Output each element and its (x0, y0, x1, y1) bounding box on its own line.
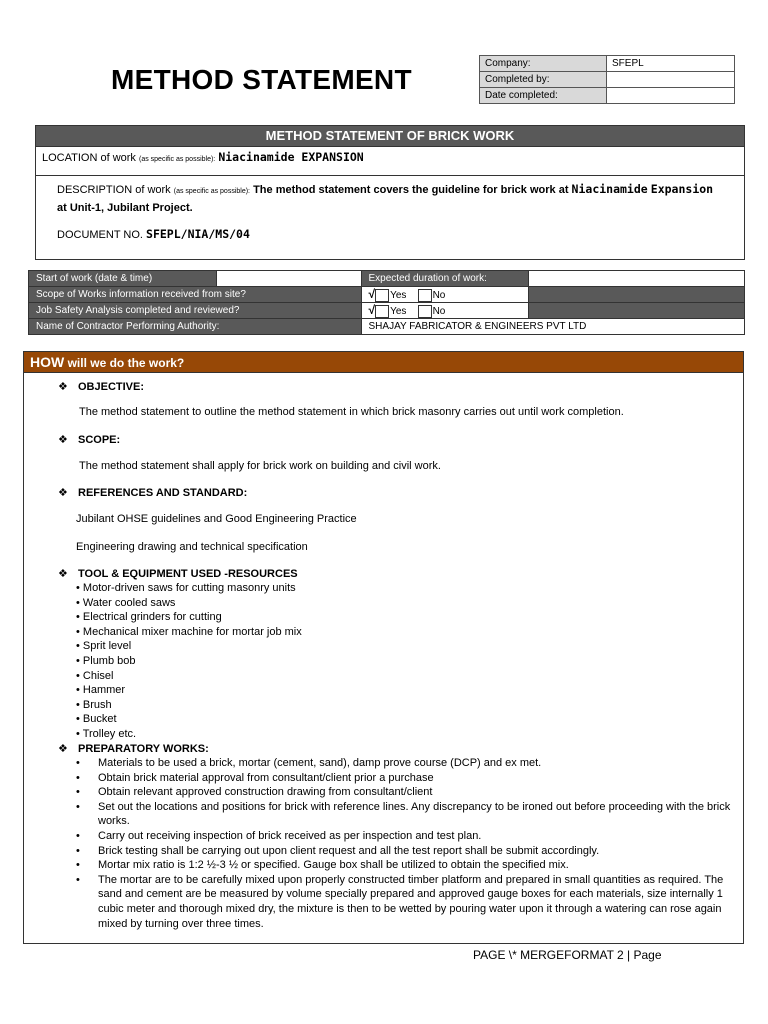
contractor-label: Name of Contractor Performing Authority: (29, 319, 362, 335)
list-item: • Chisel (76, 669, 114, 682)
description-label: DESCRIPTION of work (57, 184, 171, 196)
objective-heading (58, 380, 144, 393)
reference-item: Engineering drawing and technical specification (76, 541, 308, 553)
list-item: • Obtain brick material approval from consultant/client prior a purchase (76, 771, 736, 786)
description-project: Niacinamide (571, 182, 648, 196)
jsa-blank (529, 303, 745, 319)
location-value: Niacinamide EXPANSION (218, 150, 364, 164)
table-row (29, 319, 745, 335)
company-value: SFEPL (607, 56, 735, 72)
jsa-options (361, 303, 529, 319)
list-item: • Hammer (76, 684, 126, 697)
start-of-work-value[interactable] (216, 271, 361, 287)
jsa-label: Job Safety Analysis completed and reviewed? (29, 303, 362, 319)
list-item: • Bucket (76, 713, 117, 726)
list-item: • Water cooled saws (76, 596, 176, 609)
preparatory-heading (58, 742, 209, 755)
table-row (480, 56, 735, 72)
tools-list (76, 581, 302, 742)
page-footer: PAGE \* MERGEFORMAT 2 | Page (473, 948, 662, 962)
preparatory-list (76, 756, 736, 931)
diamond-bullet-icon: ❖ (58, 743, 68, 755)
list-item: • Plumb bob (76, 654, 136, 667)
yes-checkbox[interactable] (375, 305, 389, 318)
references-title: REFERENCES AND STANDARD: (78, 487, 248, 499)
completed-by-value (607, 72, 735, 88)
date-completed-label: Date completed: (480, 88, 607, 104)
table-row (480, 88, 735, 104)
start-of-work-label: Start of work (date & time) (29, 271, 217, 287)
list-item: • Brush (76, 698, 112, 711)
list-item: • Brick testing shall be carrying out upon client request and all the test report shall be submit accordingly. (76, 844, 736, 859)
company-info-table (479, 55, 735, 104)
diamond-bullet-icon: ❖ (58, 434, 68, 446)
no-checkbox[interactable] (418, 305, 432, 318)
work-info-table (28, 270, 745, 335)
scope-heading (58, 433, 120, 446)
reference-item: Jubilant OHSE guidelines and Good Engineering Practice (76, 513, 357, 525)
checkmark-icon: √ (368, 303, 376, 318)
yes-checkbox[interactable] (375, 289, 389, 302)
description-project-2: Expansion (650, 182, 714, 196)
contractor-value: SHAJAY FABRICATOR & ENGINEERS PVT LTD (361, 319, 744, 335)
location-note: (as specific as possible): (139, 156, 216, 163)
document-number-value: SFEPL/NIA/MS/04 (146, 227, 250, 241)
list-item: • Obtain relevant approved construction drawing from consultant/client (76, 785, 736, 800)
description-text-2: at Unit-1, Jubilant Project. (57, 202, 193, 214)
method-statement-box (35, 125, 745, 260)
expected-duration-label: Expected duration of work: (361, 271, 529, 287)
method-statement-header: METHOD STATEMENT OF BRICK WORK (36, 126, 744, 147)
document-title: METHOD STATEMENT (111, 64, 412, 95)
table-row (29, 287, 745, 303)
tools-heading (58, 567, 298, 580)
how-header-rest: will we do the work? (67, 356, 185, 370)
objective-text: The method statement to outline the method statement in which brick masonry carries out until work completion. (79, 406, 624, 418)
checkmark-icon: √ (368, 287, 376, 302)
how-header (24, 352, 743, 373)
location-row (36, 147, 744, 176)
expected-duration-value[interactable] (529, 271, 745, 287)
scope-text: The method statement shall apply for brick work on building and civil work. (79, 460, 441, 472)
list-item: • Trolley etc. (76, 727, 137, 740)
document-number-label: DOCUMENT NO. (57, 229, 143, 241)
table-row (29, 271, 745, 287)
no-label: No (432, 290, 446, 302)
scope-info-options (361, 287, 529, 303)
how-section (23, 351, 744, 944)
yes-label: Yes (390, 306, 407, 318)
list-item: • The mortar are to be carefully mixed upon properly constructed timber platform and prepared in small quantities as required. The sand and cement are be measured by volume specially prepared and approved gauge boxes for each materials, size internally 1 cubic meter and thorough mixed dry, the mixture is then to be wetted by pouring water upon it through a watering can rose again mixed by turning over three times. (76, 873, 736, 931)
preparatory-title: PREPARATORY WORKS: (78, 743, 209, 755)
date-completed-value (607, 88, 735, 104)
list-item: • Mortar mix ratio is 1:2 ½-3 ½ or specified. Gauge box shall be utilized to obtain the specified mix. (76, 858, 736, 873)
objective-title: OBJECTIVE: (78, 381, 145, 393)
references-heading (58, 486, 247, 499)
tools-title: TOOL & EQUIPMENT USED -RESOURCES (78, 568, 298, 580)
document-number-row (36, 227, 744, 241)
scope-info-blank (529, 287, 745, 303)
scope-title: SCOPE: (78, 434, 121, 446)
description-text: The method statement covers the guideline for brick work at (253, 184, 569, 196)
list-item: • Mechanical mixer machine for mortar job mix (76, 625, 302, 638)
list-item: • Materials to be used a brick, mortar (cement, sand), damp prove course (DCP) and ex met. (76, 756, 736, 771)
diamond-bullet-icon: ❖ (58, 568, 68, 580)
diamond-bullet-icon: ❖ (58, 381, 68, 393)
list-item: • Sprit level (76, 640, 132, 653)
table-row (29, 303, 745, 319)
yes-label: Yes (390, 290, 407, 302)
no-checkbox[interactable] (418, 289, 432, 302)
no-label: No (432, 306, 446, 318)
completed-by-label: Completed by: (480, 72, 607, 88)
company-label: Company: (480, 56, 607, 72)
scope-info-label: Scope of Works information received from site? (29, 287, 362, 303)
list-item: • Electrical grinders for cutting (76, 611, 222, 624)
how-header-big: HOW (30, 354, 65, 370)
list-item: • Set out the locations and positions for brick with reference lines. Any discrepancy to be ironed out before proceeding with the brick works. (76, 800, 736, 829)
diamond-bullet-icon: ❖ (58, 487, 68, 499)
list-item: • Motor-driven saws for cutting masonry units (76, 582, 296, 594)
list-item: • Carry out receiving inspection of brick received as per inspection and test plan. (76, 829, 736, 844)
description-block (36, 176, 744, 217)
description-note: (as specific as possible): (173, 188, 251, 195)
table-row (480, 72, 735, 88)
location-label: LOCATION of work (42, 152, 136, 164)
